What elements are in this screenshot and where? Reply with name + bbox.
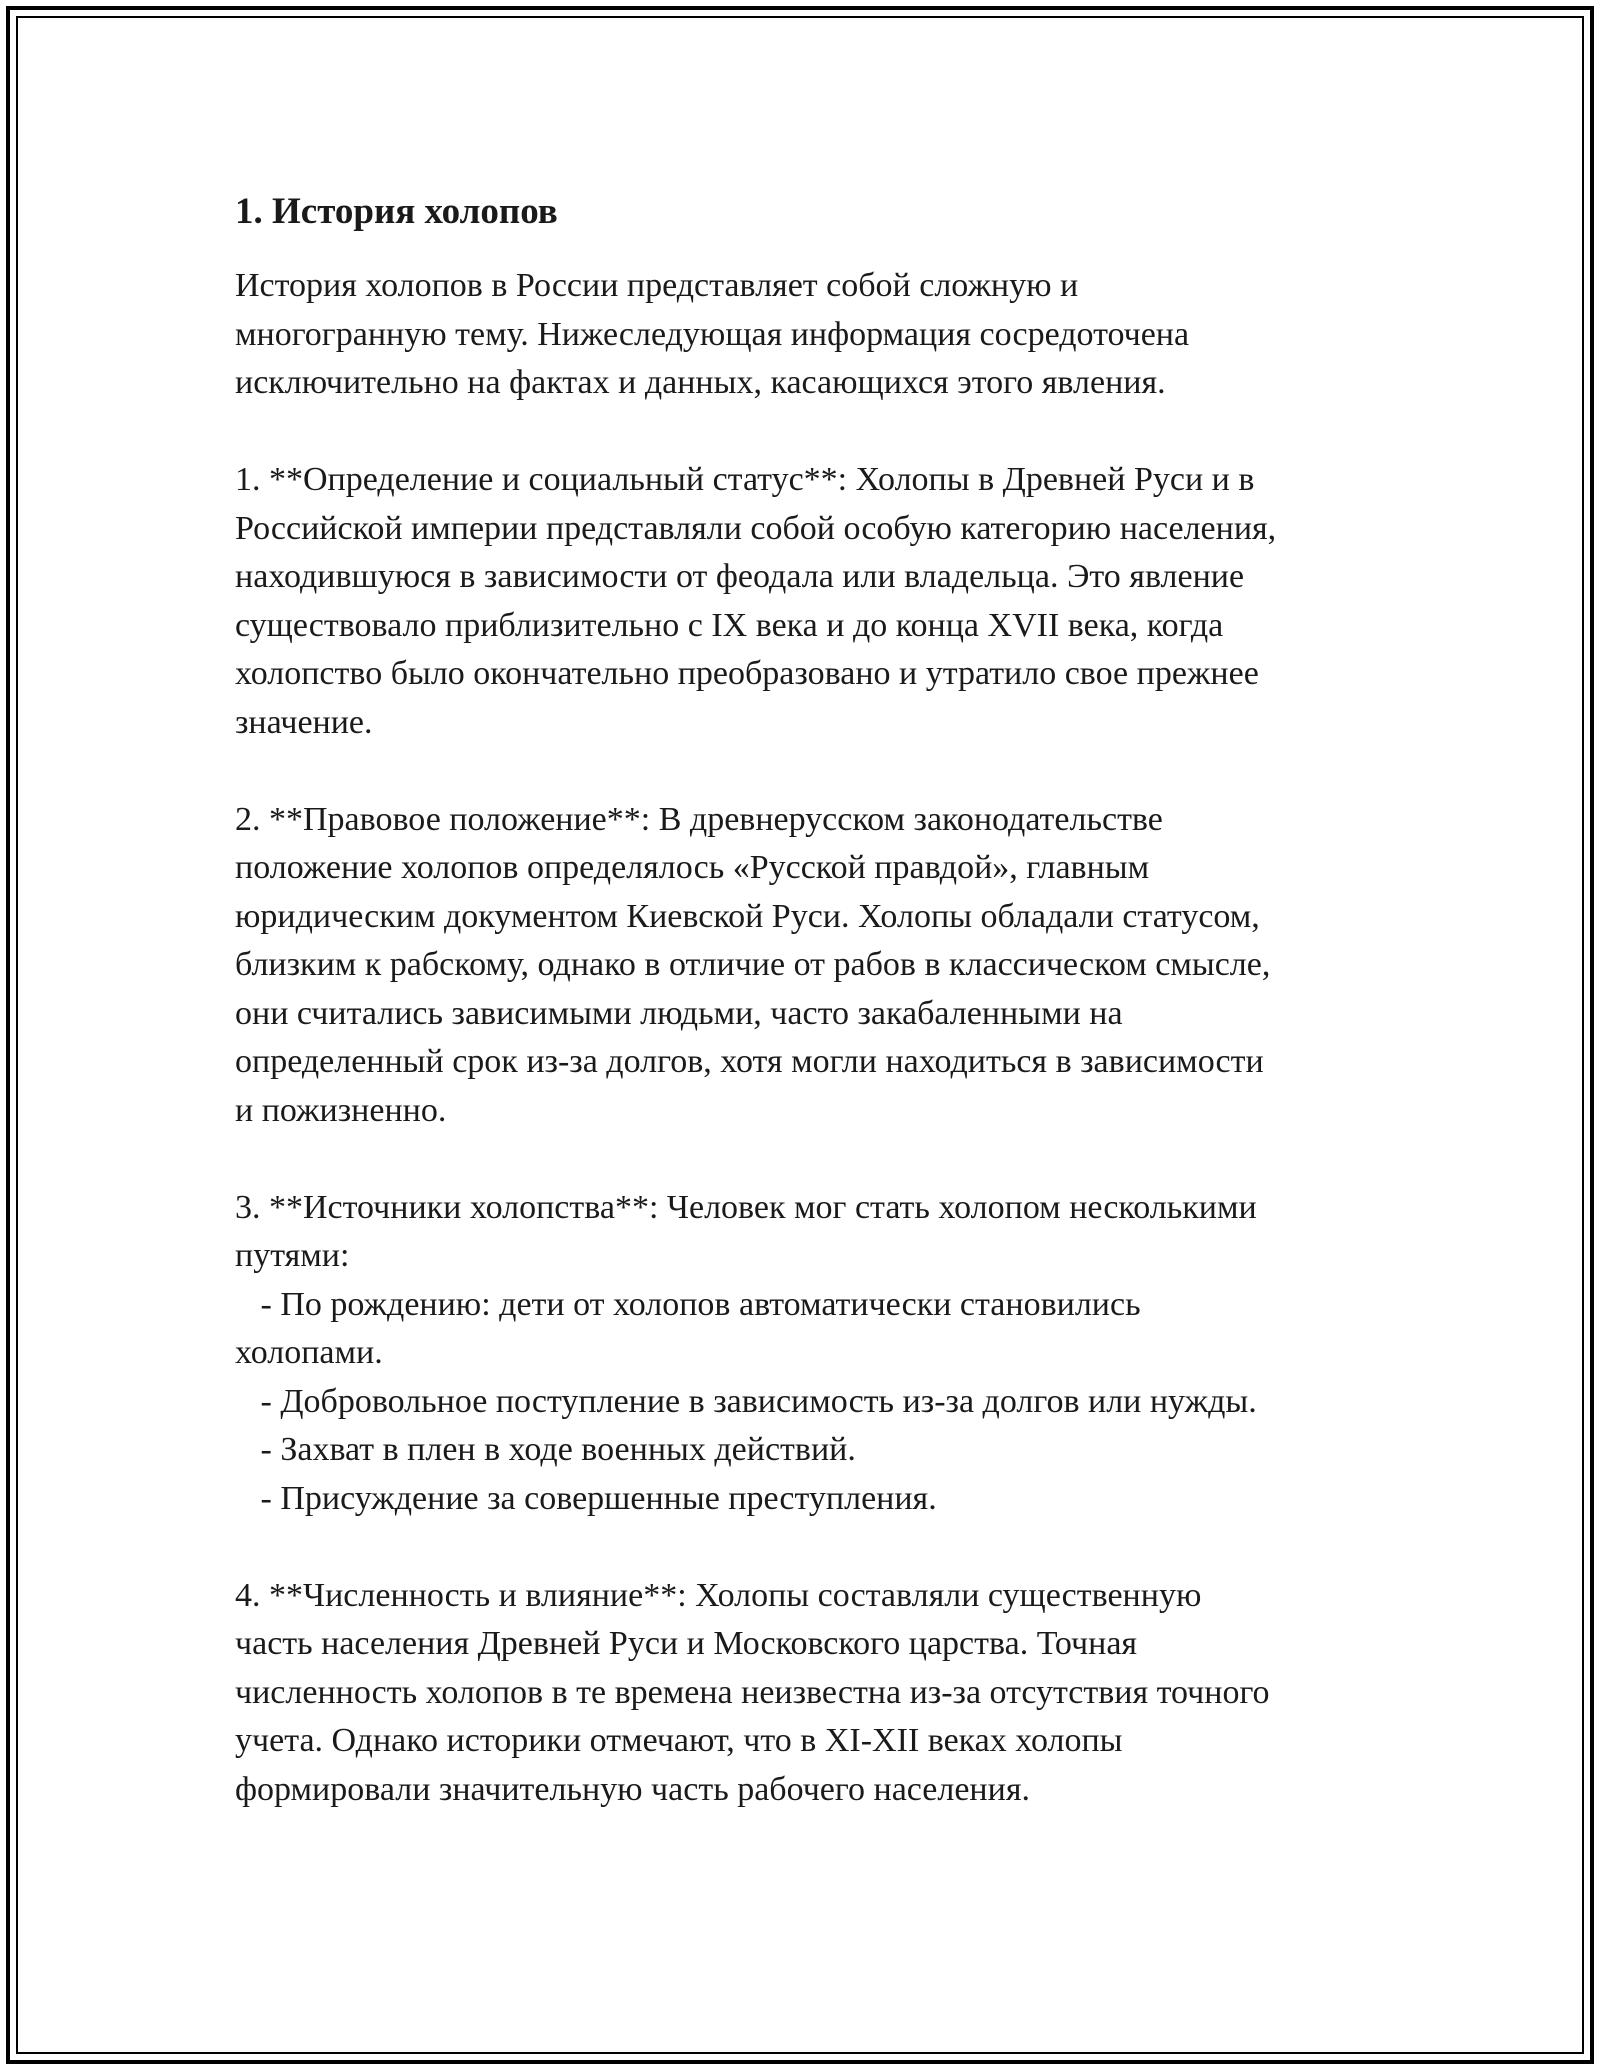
text-line: холопство было окончательно преобразовано и утратило свое прежнее: [235, 655, 1259, 693]
text-line: юридическим документом Киевской Руси. Холопы обладали статусом,: [235, 897, 1260, 935]
text-line: формировали значительную часть рабочего населения.: [235, 1770, 1030, 1808]
text-line: находившуюся в зависимости от феодала или владельца. Это явление: [235, 558, 1245, 596]
text-line: определенный срок из-за долгов, хотя могли находиться в зависимости: [235, 1043, 1264, 1081]
document-body: [235, 190, 1375, 1863]
text-line: близким к рабскому, однако в отличие от рабов в классическом смысле,: [235, 946, 1271, 984]
text-line: численность холопов в те времена неизвестна из-за отсутствия точного: [235, 1673, 1270, 1711]
text-line: значение.: [235, 703, 373, 741]
text-line: История холопов в России представляет собой сложную и: [235, 267, 1079, 305]
text-line: Российской империи представляли собой особую категорию населения,: [235, 509, 1277, 547]
text-line: многогранную тему. Нижеследующая информация сосредоточена: [235, 315, 1190, 353]
text-line: 3. **Источники холопства**: Человек мог стать холопом несколькими: [235, 1188, 1257, 1226]
list-item: - Захват в плен в ходе военных действий.: [235, 1431, 856, 1469]
section-size-influence-paragraph: [235, 1572, 1375, 1815]
document-title: 1. История холопов: [235, 191, 558, 232]
text-line: положение холопов определялось «Русской правдой», главным: [235, 849, 1150, 887]
section-definition-paragraph: [235, 456, 1375, 747]
text-line: холопами.: [235, 1334, 383, 1372]
text-line: 4. **Численность и влияние**: Холопы составляли существенную: [235, 1576, 1202, 1614]
list-item: - По рождению: дети от холопов автоматически становились: [235, 1285, 1141, 1323]
text-line: исключительно на фактах и данных, касающихся этого явления.: [235, 364, 1166, 402]
text-line: 1. **Определение и социальный статус**: Холопы в Древней Руси и в: [235, 461, 1255, 499]
text-line: путями:: [235, 1237, 350, 1275]
text-line: они считались зависимыми людьми, часто закабаленными на: [235, 994, 1123, 1032]
section-legal-status-paragraph: [235, 796, 1375, 1136]
intro-paragraph: [235, 262, 1375, 408]
section-sources-paragraph: [235, 1184, 1375, 1524]
text-line: существовало приблизительно с IX века и до конца XVII века, когда: [235, 606, 1224, 644]
text-line: часть населения Древней Руси и Московского царства. Точная: [235, 1625, 1138, 1663]
text-line: и пожизненно.: [235, 1091, 447, 1129]
list-item: - Присуждение за совершенные преступления.: [235, 1479, 937, 1517]
text-line: 2. **Правовое положение**: В древнерусском законодательстве: [235, 800, 1163, 838]
list-item: - Добровольное поступление в зависимость из-за долгов или нужды.: [235, 1382, 1257, 1420]
text-line: учета. Однако историки отмечают, что в XI-XII веках холопы: [235, 1722, 1123, 1760]
